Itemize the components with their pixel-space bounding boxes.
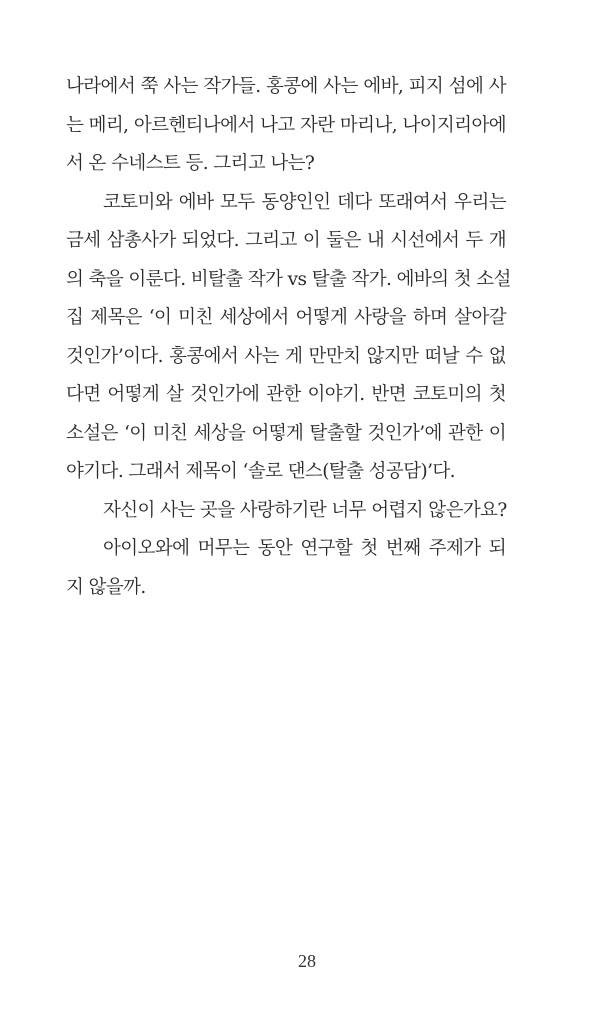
text-line: 집 제목은 ‘이 미친 세상에서 어떻게 사랑을 하며 살아갈	[66, 307, 506, 328]
text-line: 는 메리, 아르헨티나에서 나고 자란 마리나, 나이지리아에	[66, 114, 506, 136]
text-line: 의 축을 이룬다. 비탈출 작가 vs 탈출 작가. 에바의 첫 소설	[66, 268, 511, 290]
text-line: 다면 어떻게 살 것인가에 관한 이야기. 반면 코토미의 첫	[66, 384, 506, 405]
text-line: 야기다. 그래서 제목이 ‘솔로 댄스(탈출 성공담)’다.	[66, 461, 455, 482]
page-number: 28	[298, 951, 316, 971]
text-line: 소설은 ‘이 미친 세상을 어떻게 탈출할 것인가’에 관한 이	[66, 422, 506, 444]
text-line: 것인가’이다. 홍콩에서 사는 게 만만치 않지만 떠날 수 없	[66, 345, 506, 367]
text-line: 지 않을까.	[66, 576, 146, 598]
text-line: 나라에서 쭉 사는 작가들. 홍콩에 사는 에바, 피지 섬에 사	[66, 76, 506, 97]
body-text	[66, 68, 511, 607]
text-line: 금세 삼총사가 되었다. 그리고 이 둘은 내 시선에서 두 개	[66, 230, 506, 251]
text-line: 서 온 수네스트 등. 그리고 나는?	[66, 153, 315, 174]
text-line: 아이오와에 머무는 동안 연구할 첫 번째 주제가 되	[103, 538, 506, 559]
text-line: 코토미와 에바 모두 동양인인 데다 또래여서 우리는	[103, 191, 506, 213]
text-line: 자신이 사는 곳을 사랑하기란 너무 어렵지 않은가요?	[103, 499, 507, 521]
